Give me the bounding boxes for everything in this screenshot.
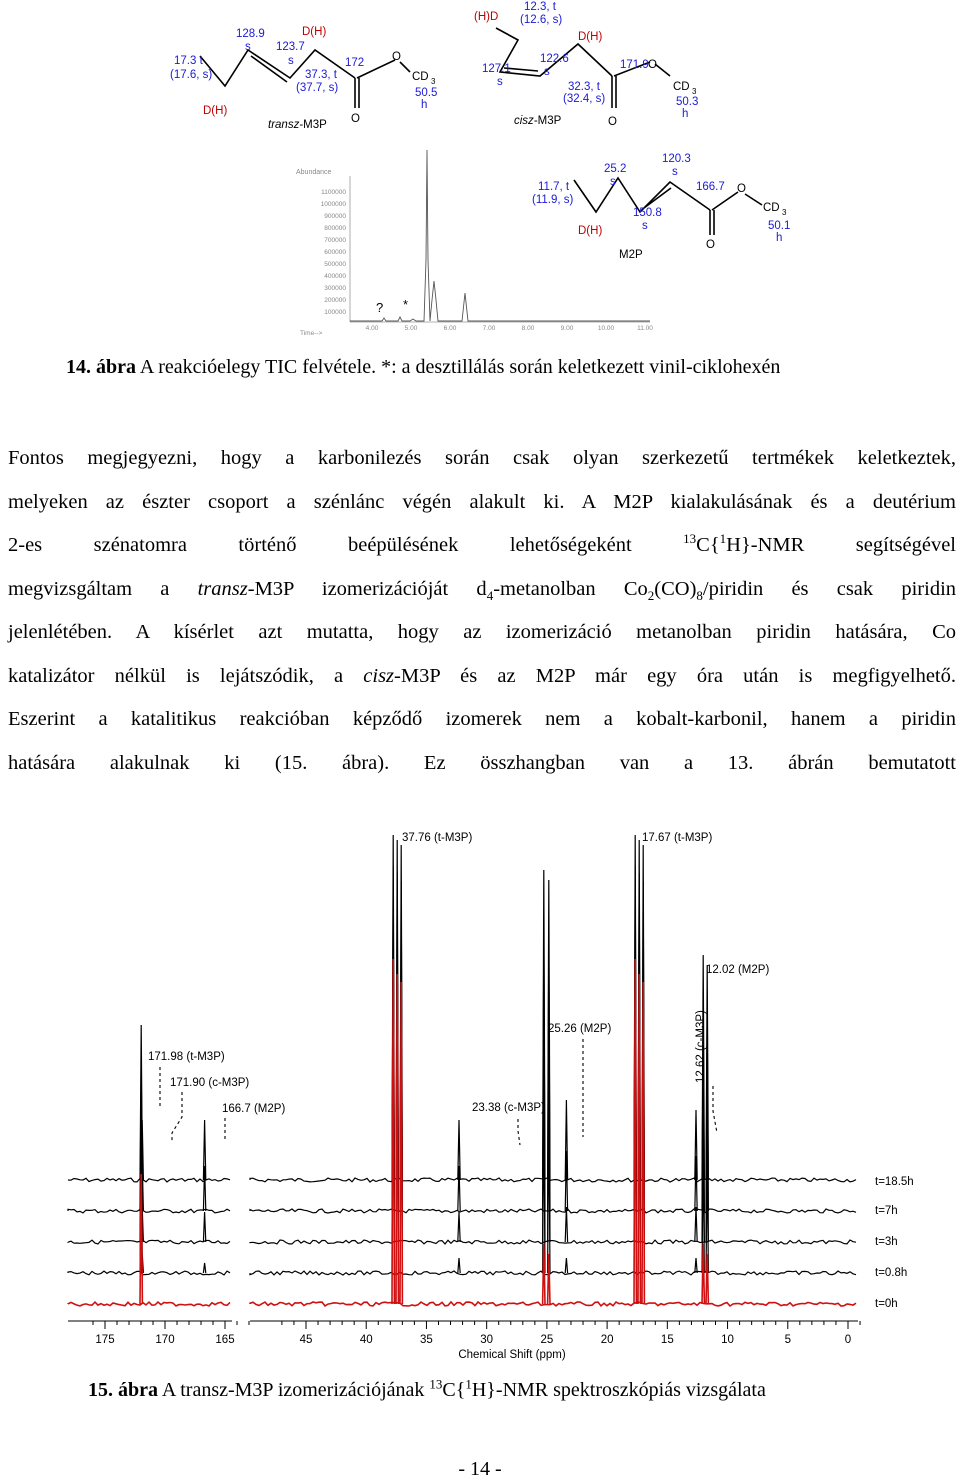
x-tick: 8.00 (521, 325, 535, 332)
label: 120.3 (662, 153, 691, 165)
x-tick: 5.00 (404, 325, 418, 332)
tic-y-title: Abundance (296, 169, 332, 176)
body-paragraph (8, 437, 956, 785)
label: O (737, 183, 746, 195)
label: 12.3, t (524, 1, 556, 13)
tic-chromatogram (296, 150, 653, 337)
label: 166.7 (696, 181, 725, 193)
label: 32.3, t (568, 81, 600, 93)
label: h (421, 99, 428, 111)
trace-label: t=0h (875, 1298, 898, 1310)
label: h (682, 108, 689, 120)
label: 17.3 t (174, 55, 203, 67)
trace-label: t=3h (875, 1236, 898, 1248)
spectra-traces (68, 835, 856, 1306)
label: 123.7 (276, 41, 305, 53)
tick-label: 10 (721, 1334, 734, 1346)
label: 37.3, t (305, 69, 337, 81)
peak-label: 23.38 (c-M3P) (472, 1102, 545, 1114)
cis-m3p-labels (474, 1, 698, 128)
trace-label: t=18.5h (875, 1176, 914, 1188)
paragraph-line: katalizátor nélkül is lejátszódik, a cisz-M3P és az M2P már egy óra után is megfigyelhető. (8, 664, 956, 687)
y-tick: 800000 (324, 225, 346, 232)
trans-m3p-labels (170, 26, 437, 131)
tick-label: 40 (359, 1334, 373, 1346)
tic-x-title: Time--> (300, 330, 323, 337)
peak-label: 37.76 (t-M3P) (402, 832, 473, 844)
tick-label: 25 (540, 1334, 554, 1346)
label: CD (763, 202, 780, 214)
label: h (776, 232, 783, 244)
tic-trace (350, 150, 650, 321)
label: D(H) (302, 26, 327, 38)
label: s (610, 176, 616, 188)
trans-m3p-name: transz-M3P (268, 119, 327, 131)
figure-15-caption: 15. ábra A transz-M3P izomerizációjának $^{13}$C{$^1$H}-NMR spektroszkópiás vizsgálata (88, 1376, 766, 1401)
tick-label: 30 (480, 1334, 494, 1346)
tick-label: 170 (155, 1334, 175, 1346)
peak-label: 171.98 (t-M3P) (148, 1051, 225, 1063)
tic-y-ticks (321, 189, 347, 316)
x-tick: 6.00 (443, 325, 457, 332)
peak-label: 166.7 (M2P) (222, 1103, 286, 1115)
tick-label: 20 (600, 1334, 614, 1346)
label: O (392, 51, 401, 63)
tic-star-marker: * (403, 297, 409, 312)
paragraph-line: hatására alakulnak ki (15. ábra). Ez összhangban van a 13. ábrán bemutatott (8, 751, 956, 774)
label: s (672, 166, 678, 178)
label: (32.4, s) (563, 93, 606, 105)
label: (12.6, s) (520, 14, 563, 26)
peak-label: 171.90 (c-M3P) (170, 1077, 250, 1089)
trace-time-labels (875, 1176, 914, 1310)
y-tick: 1000000 (320, 201, 346, 208)
leader-lines (160, 1039, 717, 1145)
trace-label: t=7h (875, 1205, 898, 1217)
label: D(H) (578, 31, 603, 43)
label: O (351, 113, 360, 125)
label: (H)D (474, 11, 499, 23)
x-axis (68, 1321, 860, 1361)
label: 3 (692, 87, 697, 96)
label: 128.9 (236, 28, 265, 40)
y-tick: 900000 (324, 213, 346, 220)
peak-label: 12.62 (c-M3P) (695, 1010, 707, 1083)
nmr-trace (68, 835, 856, 1182)
paragraph-line: Eszerint a katalitikus reakcióban képződő izomerek nem a kobalt-karbonil, hanem a piridin (8, 708, 956, 730)
peak-labels (148, 832, 769, 1115)
figure-14-caption (66, 356, 780, 379)
nmr-trace (68, 928, 856, 1275)
y-tick: 1100000 (321, 189, 346, 196)
label: O (648, 59, 657, 71)
figure-14-text: A reakcióelegy TIC felvétele. *: a desztillálás során keletkezett vinil-ciklohexén (136, 356, 781, 378)
x-tick: 11.00 (637, 325, 653, 332)
tick-label: 35 (420, 1334, 433, 1346)
label: O (706, 239, 715, 251)
label: 50.1 (768, 220, 791, 232)
label: 50.5 (415, 87, 438, 99)
label: CD (412, 71, 429, 83)
label: s (642, 220, 648, 232)
axis-title: Chemical Shift (ppm) (458, 1349, 566, 1361)
nmr-trace (68, 897, 856, 1244)
label: 172 (345, 57, 365, 69)
y-tick: 700000 (324, 237, 346, 244)
figure-15-number: 15. ábra (88, 1379, 158, 1401)
label: (11.9, s) (532, 194, 574, 206)
tick-label: 15 (660, 1334, 674, 1346)
nmr-trace (68, 959, 856, 1306)
y-tick: 300000 (324, 285, 346, 292)
m2p-labels (532, 153, 790, 261)
tick-label: 165 (215, 1334, 235, 1346)
y-tick: 400000 (324, 273, 346, 280)
tick-label: 5 (784, 1334, 791, 1346)
nmr-trace (68, 866, 856, 1213)
label: s (544, 66, 550, 78)
x-tick: 10.00 (597, 325, 615, 332)
paragraph-line: megvizsgáltam a transz-M3P izomerizációját $d_4$-metanolban $Co_2(CO)_8$/piridin és csak piridin (8, 577, 957, 603)
tick-label: 45 (299, 1334, 313, 1346)
label: 150.8 (633, 207, 662, 219)
peak-label: 17.67 (t-M3P) (642, 832, 713, 844)
label: s (245, 41, 251, 53)
figure-14-number: 14. ábra (66, 356, 136, 378)
label: 127.1 (482, 63, 511, 75)
paragraph-line: 2-es szénatomra történő beépülésének lehetőségeként $^{13}$C{$^1$H}-NMR segítségével (8, 531, 956, 556)
label: s (288, 55, 294, 67)
m2p-name: M2P (619, 249, 643, 261)
label: 50.3 (676, 96, 699, 108)
axis-ticks (93, 1321, 860, 1329)
paragraph-line: melyeken az észter csoport a szénlánc végén alakult ki. A M2P kialakulásának és a deutérium (8, 490, 956, 513)
label: 11.7, t (538, 181, 570, 193)
y-tick: 200000 (324, 297, 346, 304)
tic-unknown-marker: ? (376, 300, 384, 315)
label: (37.7, s) (296, 82, 339, 94)
paragraph-line: jelenlétében. A kísérlet azt mutatta, hogy az izomerizáció metanolban piridin hatására, Co (8, 621, 956, 643)
label: D(H) (578, 225, 603, 237)
reaction-figure (0, 0, 960, 350)
nmr-figure (0, 815, 960, 1375)
y-tick: 100000 (324, 309, 346, 316)
paragraph-line: Fontos megjegyezni, hogy a karbonilezés során csak olyan szerkezetű tertmékek keletkeztek, (8, 447, 956, 469)
y-tick: 500000 (324, 261, 346, 268)
peak-label: 12.02 (M2P) (706, 964, 770, 976)
label: 25.2 (604, 163, 627, 175)
page-number: - 14 - (458, 1458, 502, 1480)
label: 3 (782, 208, 787, 217)
label: 171.9 (620, 59, 649, 71)
tick-label: 0 (844, 1334, 852, 1346)
tick-label: 175 (95, 1334, 115, 1346)
label: (17.6, s) (170, 69, 213, 81)
peak-label: 25.26 (M2P) (548, 1023, 612, 1035)
y-tick: 600000 (324, 249, 346, 256)
label: CD (673, 81, 690, 93)
trace-label: t=0.8h (875, 1267, 908, 1279)
tic-x-ticks (366, 325, 654, 332)
label: s (497, 76, 503, 88)
cis-m3p-name: cisz-M3P (514, 115, 562, 127)
x-tick: 7.00 (482, 325, 496, 332)
label: O (608, 116, 617, 128)
label: D(H) (203, 105, 228, 117)
label: 3 (431, 77, 436, 86)
label: 122.6 (540, 53, 569, 65)
x-tick: 4.00 (365, 325, 379, 332)
x-tick: 9.00 (560, 325, 574, 332)
